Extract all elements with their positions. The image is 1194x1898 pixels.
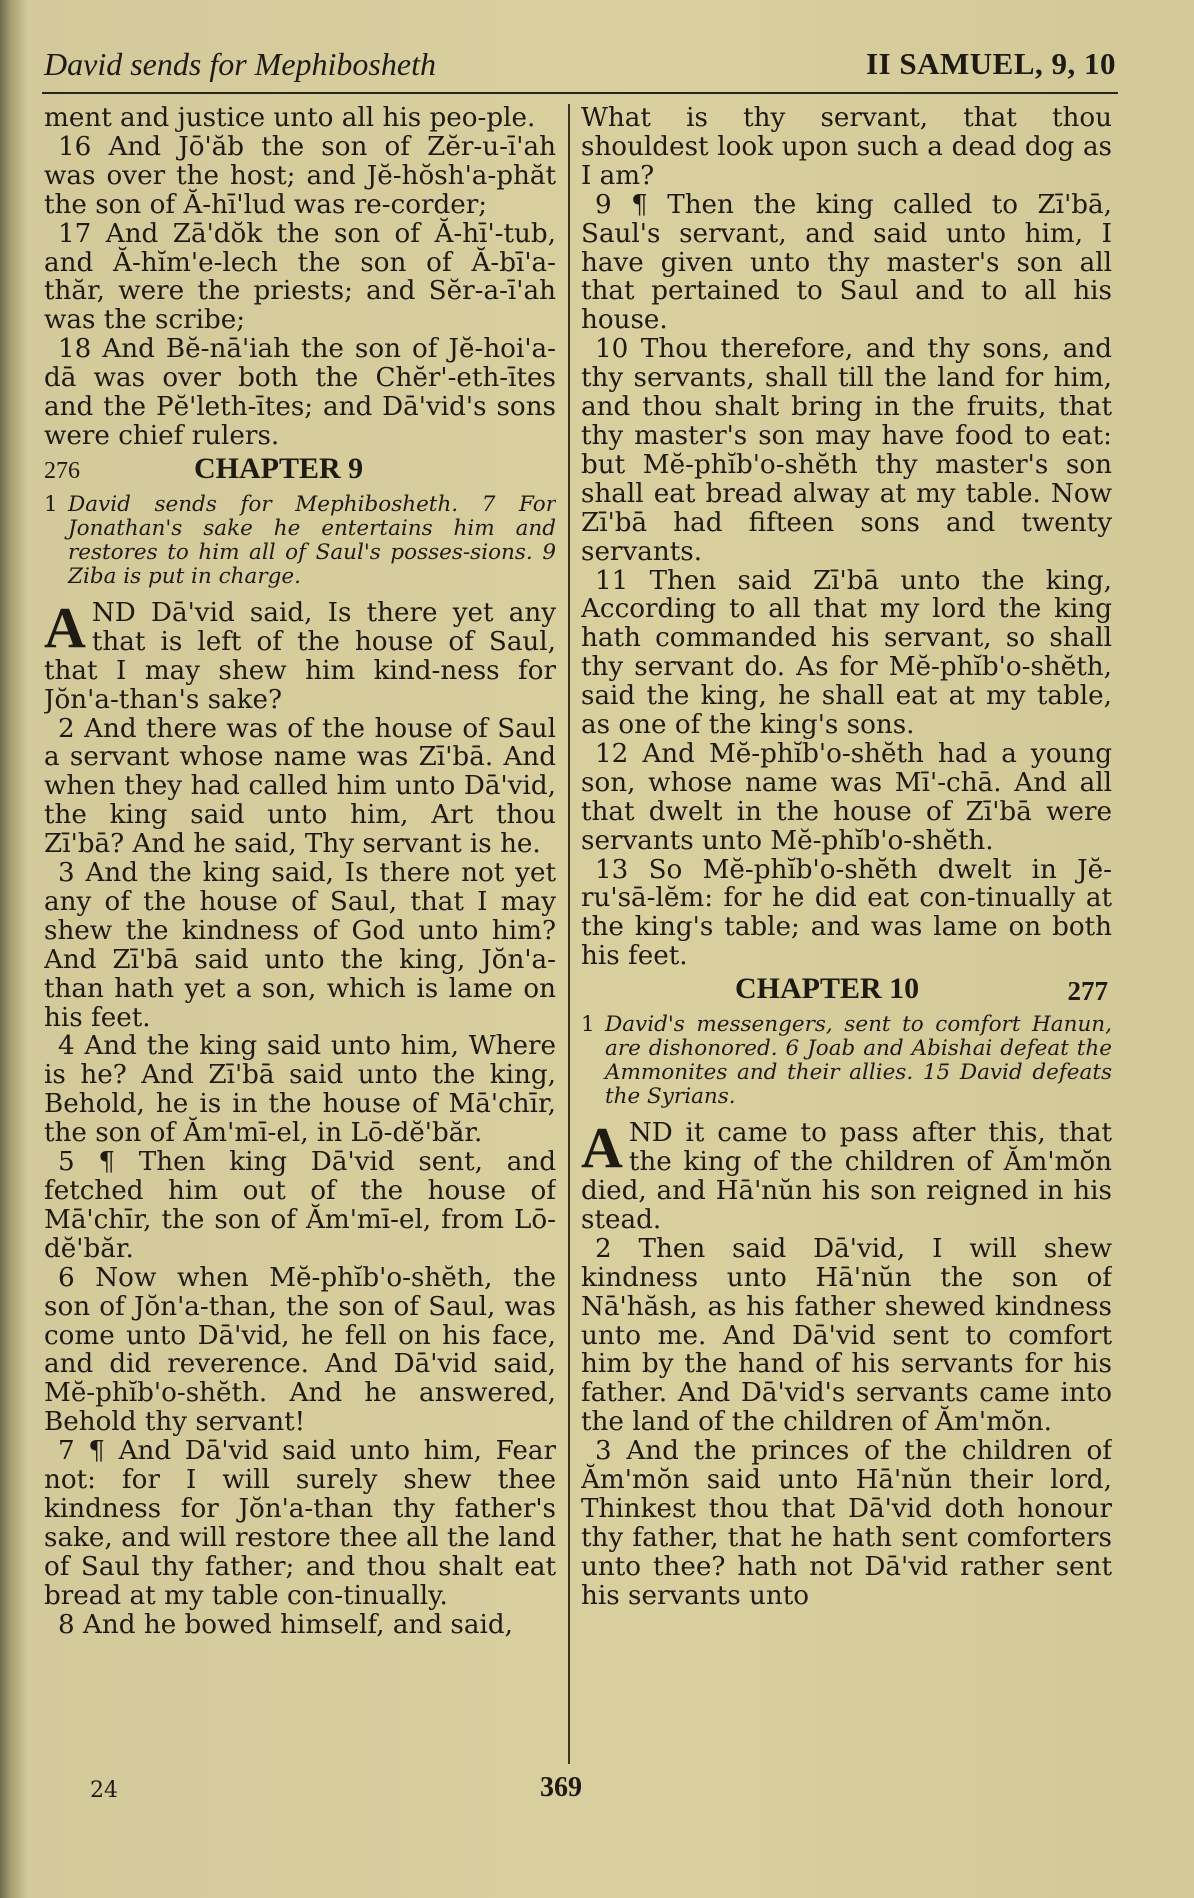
- column-divider: [568, 104, 570, 1764]
- verse-2: 2 Then said Dā'vid, I will shew kindness unto Hā'nŭn the son of Nā'hăsh, as his father shewed kindness unto me. And Dā'vid sent to comfort him by the hand of his servants for his father. And Dā'vid's servants came into the land of the children of Ăm'mŏn.: [581, 1233, 1112, 1438]
- verse-9: 9 ¶ Then the king called to Zī'bā, Saul's servant, and said unto him, I have given unto thy master's son all that pertained to Saul and to all his house.: [581, 189, 1112, 336]
- drop-cap: A: [44, 594, 86, 660]
- verse-13: 13 So Mĕ-phĭb'o-shĕth dwelt in Jĕ-ru'sā-lĕm: for he did eat con-tinually at the king's table; and was lame on both his feet.: [581, 854, 1112, 972]
- verse-1: [581, 1115, 1112, 1235]
- chapter-9-heading: [44, 451, 556, 489]
- verse-6: 6 Now when Mĕ-phĭb'o-shĕth, the son of Jŏn'a-than, the son of Saul, was come unto Dā'vid, he fell on his face, and did reverence. And Dā'vid said, Mĕ-phĭb'o-shĕth. And he answered, Behold thy servant!: [44, 1262, 556, 1438]
- summary-number: 1: [581, 1012, 595, 1038]
- header-book-chapters: II SAMUEL, 9, 10: [865, 46, 1116, 81]
- verse-3: 3 And the princes of the children of Ăm'mŏn said unto Hā'nŭn their lord, Thinkest thou that Dā'vid doth honour thy father, that he hath sent comforters unto thee? hath not Dā'vid rather sent his servants unto: [581, 1436, 1112, 1611]
- right-column: [581, 104, 1112, 1774]
- verse-11: 11 Then said Zī'bā unto the king, According to all that my lord the king hath commanded his servant, so shall thy servant do. As for Mĕ-phĭb'o-shĕth, said the king, he shall eat at my table, as one of the king's sons.: [581, 565, 1112, 741]
- chapter-10-heading: [581, 972, 1112, 1009]
- chapter-page-ref: 277: [1067, 976, 1108, 1007]
- verse-7: 7 ¶ And Dā'vid said unto him, Fear not: for I will surely shew thee kindness for Jŏn'a-than thy father's sake, and will restore thee all the land of Saul thy father; and thou shalt eat bread at my table con-tinually.: [44, 1436, 556, 1611]
- verse-8: 8 And he bowed himself, and said,: [58, 1609, 513, 1640]
- verse-10: 10 Thou therefore, and thy sons, and thy servants, shall till the land for him, and thou shalt bring in the fruits, that thy master's son may have food to eat: but Mĕ-phĭb'o-shĕth thy master's son shall eat bread alway at my table. Now Zī'bā had fifteen sons and twenty servants.: [581, 334, 1112, 567]
- header-rule: [42, 92, 1118, 94]
- verse-continuation: ment and justice unto all his peo-ple.: [44, 104, 536, 133]
- verse-1: [44, 594, 556, 715]
- page-number: 369: [540, 1772, 582, 1803]
- header-section-title: David sends for Mephibosheth: [44, 46, 436, 82]
- verse-8-continuation: What is thy servant, that thou shouldest look upon such a dead dog as I am?: [581, 104, 1112, 191]
- drop-cap: A: [581, 1115, 623, 1181]
- verse-12: 12 And Mĕ-phĭb'o-shĕth had a young son, whose name was Mī'-chā. And all that dwelt in the house of Zī'bā were servants unto Mĕ-phĭb'o-shĕth.: [581, 738, 1112, 856]
- chapter-10-summary: [581, 1013, 1112, 1109]
- verse-3: 3 And the king said, Is there not yet any of the house of Saul, that I may shew the kindness of God unto him? And Zī'bā said unto the king, Jŏn'a-than hath yet a son, which is lame on his feet.: [44, 858, 556, 1033]
- verse-1-text: ND it came to pass after this, that the king of the children of Ăm'mŏn died, and Hā'nŭn his son reigned in his stead.: [581, 1118, 1112, 1235]
- verse-18: 18 And Bĕ-nā'iah the son of Jĕ-hoi'a-dā was over both the Chĕr'-eth-ītes and the Pĕ'leth-ītes; and Dā'vid's sons were chief rulers.: [44, 334, 556, 451]
- verse-1-text: ND Dā'vid said, Is there yet any that is left of the house of Saul, that I may shew him kind-ness for Jŏn'a-than's sake?: [44, 597, 556, 715]
- verse-5: 5 ¶ Then king Dā'vid sent, and fetched him out of the house of Mā'chīr, the son of Ăm'mī-el, from Lō-dĕ'băr.: [44, 1147, 556, 1264]
- chapter-9-summary: [44, 493, 556, 589]
- chapter-title: CHAPTER 10: [735, 972, 920, 1006]
- verse-17: 17 And Zā'dŏk the son of Ă-hī'-tub, and Ă-hĭm'e-lech the son of Ă-bī'a-thăr, were the priests; and Sĕr-a-ī'ah was the scribe;: [44, 218, 556, 336]
- verse-2: 2 And there was of the house of Saul a servant whose name was Zī'bā. And when they had called him unto Dā'vid, the king said unto him, Art thou Zī'bā? And he said, Thy servant is he.: [44, 713, 556, 860]
- signature-mark: 24: [90, 1778, 118, 1803]
- summary-text: David sends for Mephibosheth. 7 For Jonathan's sake he entertains him and restores to him all of Saul's posses-sions. 9 Ziba is put in charge.: [68, 491, 556, 589]
- left-column: [44, 104, 556, 1774]
- page-footer: [0, 1772, 1194, 1812]
- verse-4: 4 And the king said unto him, Where is he? And Zī'bā said unto the king, Behold, he is in the house of Mā'chīr, the son of Ăm'mī-el, in Lō-dĕ'băr.: [44, 1031, 556, 1149]
- summary-number: 1: [44, 491, 58, 517]
- chapter-page-ref: 276: [44, 457, 80, 484]
- running-header: [44, 44, 1116, 88]
- summary-text: David's messengers, sent to comfort Hanun, are dishonored. 6 Joab and Abishai defeat the Ammonites and their allies. 15 David defeats the Syrians.: [605, 1012, 1112, 1110]
- chapter-title: CHAPTER 9: [194, 451, 364, 485]
- verse-16: 16 And Jō'ăb the son of Zĕr-u-ī'ah was over the host; and Jĕ-hŏsh'a-phăt the son of Ă-hī'lud was re-corder;: [44, 131, 556, 220]
